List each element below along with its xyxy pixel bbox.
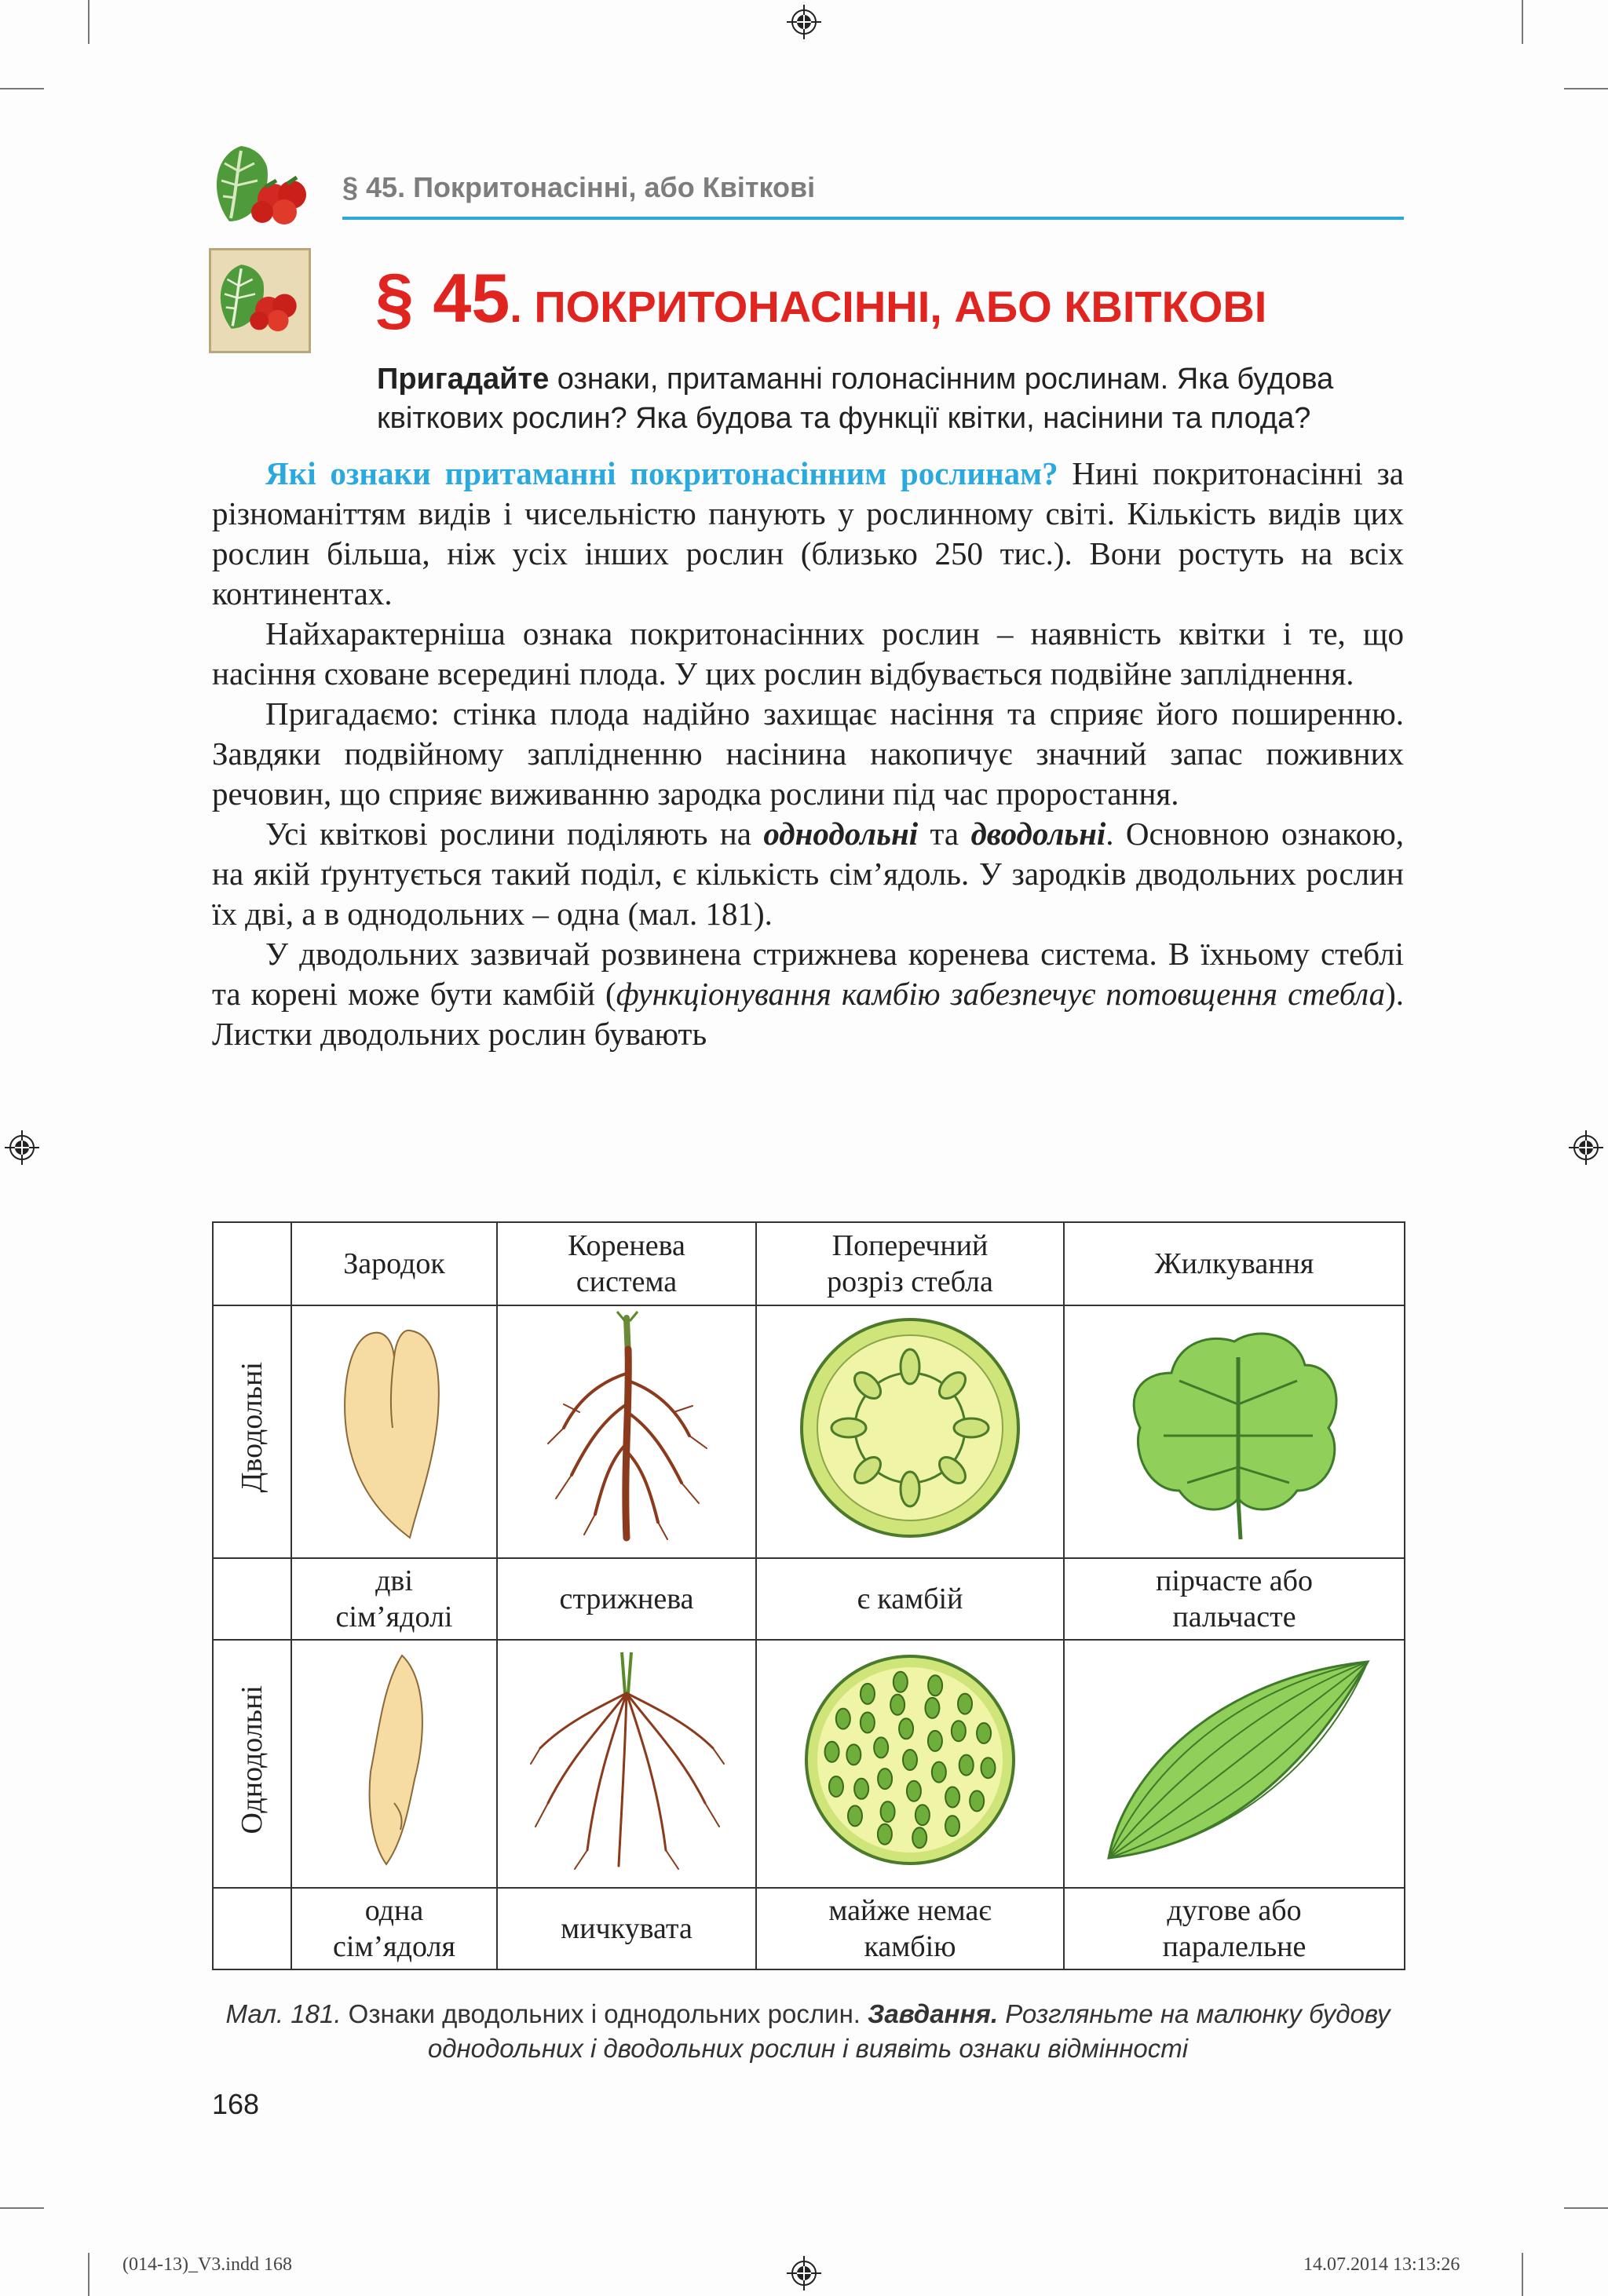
table-row bbox=[213, 1305, 1405, 1558]
vascular-bundle bbox=[915, 1805, 930, 1825]
paragraph-text: та bbox=[918, 816, 971, 852]
dicot-embryo-image bbox=[323, 1310, 465, 1546]
taproot-image bbox=[532, 1310, 721, 1546]
vascular-bundle bbox=[846, 1744, 861, 1765]
term: дводольні bbox=[970, 816, 1106, 852]
leaf-flower-emblem-icon bbox=[206, 140, 320, 237]
crop-mark bbox=[1522, 2253, 1523, 2296]
vascular-bundle bbox=[881, 1801, 895, 1822]
table-row bbox=[213, 1888, 1405, 1969]
monocot-cambium-cell: майже немає камбію bbox=[828, 1894, 992, 1963]
title-number: § 45 bbox=[375, 259, 510, 337]
paragraph-text: . Основною ознакою, на якій ґрунтується такий поділ, є кількість сім’ядоль. У зародків дводольних рослин їх дві, а в однодольних – одна (мал. 181). bbox=[212, 816, 1404, 932]
slug-date: 14.07.2014 13:13:26 bbox=[1303, 2254, 1460, 2275]
dicot-stem-section-image bbox=[792, 1310, 1028, 1546]
paragraph-text: Усі квіткові рослини поділяють на bbox=[265, 816, 764, 852]
header-venation: Жилкування bbox=[1154, 1247, 1314, 1280]
crop-mark bbox=[0, 2207, 44, 2209]
crop-mark bbox=[1564, 2207, 1608, 2209]
vascular-bundle bbox=[829, 1776, 843, 1796]
slug-file: (014-13)_V3.indd 168 bbox=[122, 2254, 292, 2275]
paragraph-text: ). Листки дводольних рослин бувають bbox=[212, 976, 1404, 1052]
fibrous-root-image bbox=[524, 1646, 729, 1874]
crop-mark bbox=[88, 2253, 90, 2296]
crop-mark bbox=[1522, 0, 1523, 44]
monocot-embryo-cell: одна сім’ядоля bbox=[333, 1894, 455, 1963]
vascular-bundle bbox=[861, 1683, 875, 1703]
registration-mark-icon bbox=[787, 2256, 821, 2291]
crop-mark bbox=[1564, 88, 1608, 89]
vascular-bundle bbox=[903, 1750, 917, 1770]
table-corner bbox=[213, 1222, 291, 1305]
registration-mark-icon bbox=[1569, 1130, 1603, 1165]
dicot-venation-cell: пірчасте або пальчасте bbox=[1156, 1564, 1313, 1633]
vascular-bundle bbox=[890, 1694, 904, 1714]
figure-caption bbox=[212, 1997, 1404, 2066]
registration-mark-icon bbox=[5, 1130, 39, 1165]
caption-task: Розгляньте на малюнку будову однодольних і дводольних рослин і виявіть ознаки відмінності bbox=[427, 1999, 1391, 2063]
table-header-row bbox=[213, 1222, 1405, 1305]
monocot-leaf-image bbox=[1093, 1646, 1376, 1874]
vascular-bundle bbox=[925, 1697, 939, 1717]
vascular-bundle bbox=[970, 1790, 984, 1811]
header-stem-section: Поперечний розріз стебла bbox=[827, 1229, 993, 1298]
row-label-dicot: Дводольні bbox=[236, 1362, 269, 1493]
italic-note: функціонування камбію забезпечує потовщення стебла bbox=[616, 976, 1386, 1012]
caption-task-label: Завдання. bbox=[868, 1999, 999, 2028]
dicot-leaf-image bbox=[1109, 1310, 1360, 1546]
vascular-bundle bbox=[932, 1761, 946, 1782]
title-text: . ПОКРИТОНАСІННІ, АБО КВІТКОВІ bbox=[510, 282, 1267, 331]
vascular-bundle bbox=[912, 1827, 926, 1848]
vascular-bundle bbox=[945, 1816, 959, 1836]
term: однодольні bbox=[763, 816, 919, 852]
recall-prompt bbox=[377, 360, 1405, 438]
monocot-embryo-image bbox=[339, 1646, 449, 1874]
vascular-bundle bbox=[874, 1737, 888, 1758]
vascular-bundle bbox=[928, 1675, 942, 1696]
vascular-bundle bbox=[959, 1754, 974, 1775]
comparison-table bbox=[212, 1221, 1405, 1970]
crop-mark bbox=[88, 0, 90, 44]
vascular-bundle bbox=[836, 1708, 850, 1728]
crop-mark bbox=[0, 88, 44, 89]
recall-lead: Пригадайте bbox=[377, 363, 550, 396]
paragraph: Найхарактерніша ознака покритонасінних рослин – наявність квітки і те, що насіння сховане всередині плода. У цих рослин відбувається подвійне запліднення. bbox=[212, 615, 1404, 692]
caption-label: Мал. 181. bbox=[225, 1999, 342, 2028]
chapter-emblem bbox=[209, 248, 311, 353]
vascular-bundle bbox=[899, 1718, 913, 1739]
vascular-bundle bbox=[854, 1778, 868, 1798]
header-embryo: Зародок bbox=[343, 1247, 445, 1280]
paragraph bbox=[212, 814, 1404, 934]
caption-text: Ознаки дводольних і однодольних рослин. bbox=[341, 1999, 868, 2028]
running-header: § 45. Покритонасінні, або Квіткові bbox=[342, 171, 816, 203]
dicot-root-cell: стрижнева bbox=[559, 1582, 694, 1615]
row-label-monocot: Однодольні bbox=[236, 1685, 269, 1834]
vascular-bundle bbox=[928, 1730, 942, 1750]
dicot-cambium-cell: є камбій bbox=[857, 1582, 963, 1615]
vascular-bundle bbox=[952, 1721, 966, 1741]
vascular-bundle bbox=[878, 1823, 892, 1844]
table-row bbox=[213, 1558, 1405, 1640]
vascular-bundle bbox=[861, 1712, 875, 1732]
registration-mark-icon bbox=[787, 5, 821, 39]
vascular-bundle bbox=[981, 1758, 995, 1778]
paragraph bbox=[212, 454, 1404, 614]
page-number: 168 bbox=[212, 2088, 260, 2120]
dicot-embryo-cell: дві сім’ядолі bbox=[335, 1564, 453, 1633]
vascular-bundle bbox=[894, 1671, 908, 1692]
vascular-bundle bbox=[848, 1805, 862, 1826]
page-title bbox=[375, 259, 1267, 337]
vascular-bundle bbox=[958, 1693, 972, 1714]
leaf-flower-emblem-icon bbox=[211, 250, 309, 351]
vascular-bundle bbox=[977, 1723, 991, 1743]
monocot-venation-cell: дугове або паралельне bbox=[1162, 1894, 1306, 1963]
paragraph: Пригадаємо: стінка плода надійно захищає насіння та сприяє його поширенню. Завдяки подвійному заплідненню насінина накопичує значний запас поживних речовин, що сприяє виживанню зародка рослини під час проростання. bbox=[212, 695, 1404, 812]
header-rule bbox=[342, 217, 1404, 220]
vascular-bundle bbox=[907, 1780, 921, 1801]
monocot-root-cell: мичкувата bbox=[561, 1912, 693, 1945]
vascular-bundle bbox=[945, 1787, 959, 1807]
table-row bbox=[213, 1640, 1405, 1888]
header-root-system: Коренева система bbox=[568, 1229, 685, 1298]
body-text bbox=[212, 454, 1404, 1054]
paragraph bbox=[212, 934, 1404, 1054]
vascular-bundle bbox=[825, 1741, 839, 1761]
paragraph-text: У дводольних зазвичай розвинена стрижнева коренева система. В їхньому стеблі та корені може бути камбій ( bbox=[212, 936, 1404, 1012]
vascular-bundle bbox=[878, 1769, 892, 1789]
recall-text: ознаки, притаманні голонасінним рослинам. Яка будова квіткових рослин? Яка будова та функції квітки, насінини та плода? bbox=[377, 363, 1334, 435]
monocot-stem-section-image bbox=[796, 1646, 1024, 1874]
paragraph-text: Нині покритонасінні за різноманіттям видів і чисельністю панують у рослинному світі. Кількість видів цих рослин більша, ніж усіх інших рослин (близько 250 тис.). Вони ростуть на всіх континентах. bbox=[212, 455, 1404, 611]
question-heading: Які ознаки притаманні покритонасінним рослинам? bbox=[265, 455, 1058, 491]
